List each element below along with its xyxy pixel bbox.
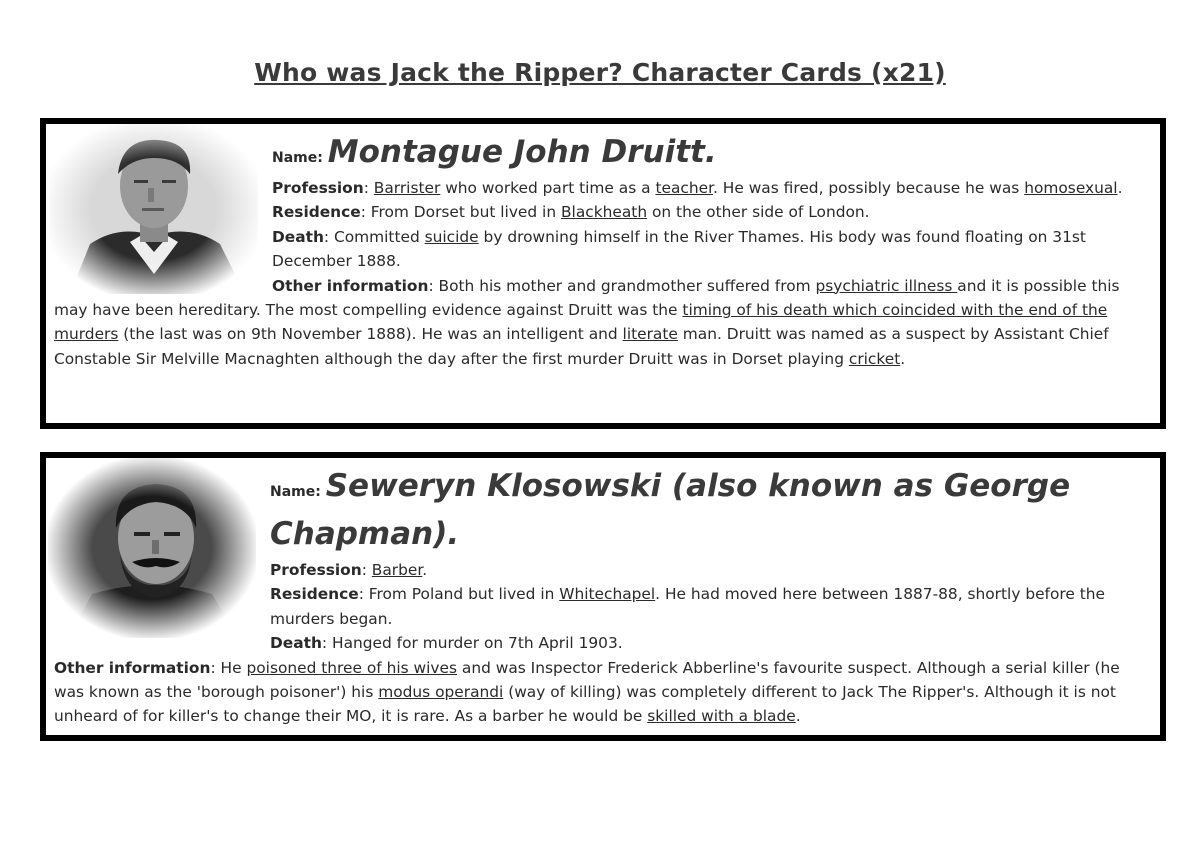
keyword: modus operandi	[378, 683, 504, 702]
keyword: skilled with a blade	[647, 707, 796, 726]
name-label: Name:	[272, 150, 328, 166]
keyword: Whitechapel	[559, 585, 656, 604]
keyword: literate	[622, 325, 678, 344]
portrait-photo	[48, 458, 256, 638]
keyword: timing of his death which coincided with the end of the murders	[54, 301, 1108, 344]
profession-label: Profession	[270, 561, 362, 579]
keyword: cricket	[848, 349, 901, 368]
death-line: Death: Committed suicide by drowning himself in the River Thames. His body was found floating on 31st December 1888.	[272, 227, 1086, 271]
portrait-photo	[50, 124, 258, 294]
keyword: Blackheath	[560, 203, 648, 222]
keyword: Barrister	[373, 179, 441, 197]
keyword: Barber	[371, 561, 423, 579]
portrait-druitt-image	[50, 124, 258, 294]
page-title: Who was Jack the Ripper? Character Cards (x21)	[254, 58, 946, 87]
profession-line: Profession: Barber.	[270, 561, 428, 579]
death-label: Death	[272, 227, 324, 246]
profession-label: Profession	[272, 179, 364, 197]
keyword: psychiatric illness	[815, 276, 958, 295]
portrait-klosowski-image	[48, 458, 256, 638]
other-info-line: Other information: He poisoned three of his wives and was Inspector Frederick Abberline's favourite suspect. Although a serial killer (he was known as the 'borough poisoner') his modus operandi (way of killing) was completely different to Jack The Ripper's. Although it is not unheard of for killer's to change their MO, it is rare. As a barber he would be skilled with a blade.	[54, 658, 1120, 726]
keyword: suicide	[424, 227, 479, 246]
other-info-label: Other information	[54, 658, 211, 677]
keyword: teacher	[655, 179, 713, 197]
residence-line: Residence: From Poland but lived in Whitechapel. He had moved here between 1887-88, shortly before the murders began.	[270, 585, 1106, 628]
death-line: Death: Hanged for murder on 7th April 1903.	[270, 634, 623, 653]
other-info-label: Other information	[272, 276, 429, 295]
character-card	[40, 452, 1166, 741]
character-name: Montague John Druitt.	[327, 134, 717, 170]
other-info-line: Other information: Both his mother and grandmother suffered from psychiatric illness and it is possible this may have been hereditary. The most compelling evidence against Druitt was the timing of his death which coincided with the end of the murders (the last was on 9th November 1888). He was an intelligent and literate man. Druitt was named as a suspect by Assistant Chief Constable Sir Melville Macnaghten although the day after the first murder Druitt was in Dorset playing cricket.	[54, 276, 1120, 368]
residence-line: Residence: From Dorset but lived in Blackheath on the other side of London.	[272, 203, 870, 222]
character-card	[40, 118, 1166, 429]
residence-label: Residence	[270, 585, 359, 604]
name-label: Name:	[270, 484, 326, 500]
keyword: poisoned three of his wives	[246, 658, 458, 677]
death-label: Death	[270, 634, 322, 653]
keyword: homosexual	[1024, 179, 1118, 197]
profession-line: Profession: Barrister who worked part time as a teacher. He was fired, possibly because he was homosexual.	[272, 179, 1123, 197]
character-name: Seweryn Klosowski (also known as George Chapman).	[270, 468, 1071, 552]
residence-label: Residence	[272, 203, 361, 222]
